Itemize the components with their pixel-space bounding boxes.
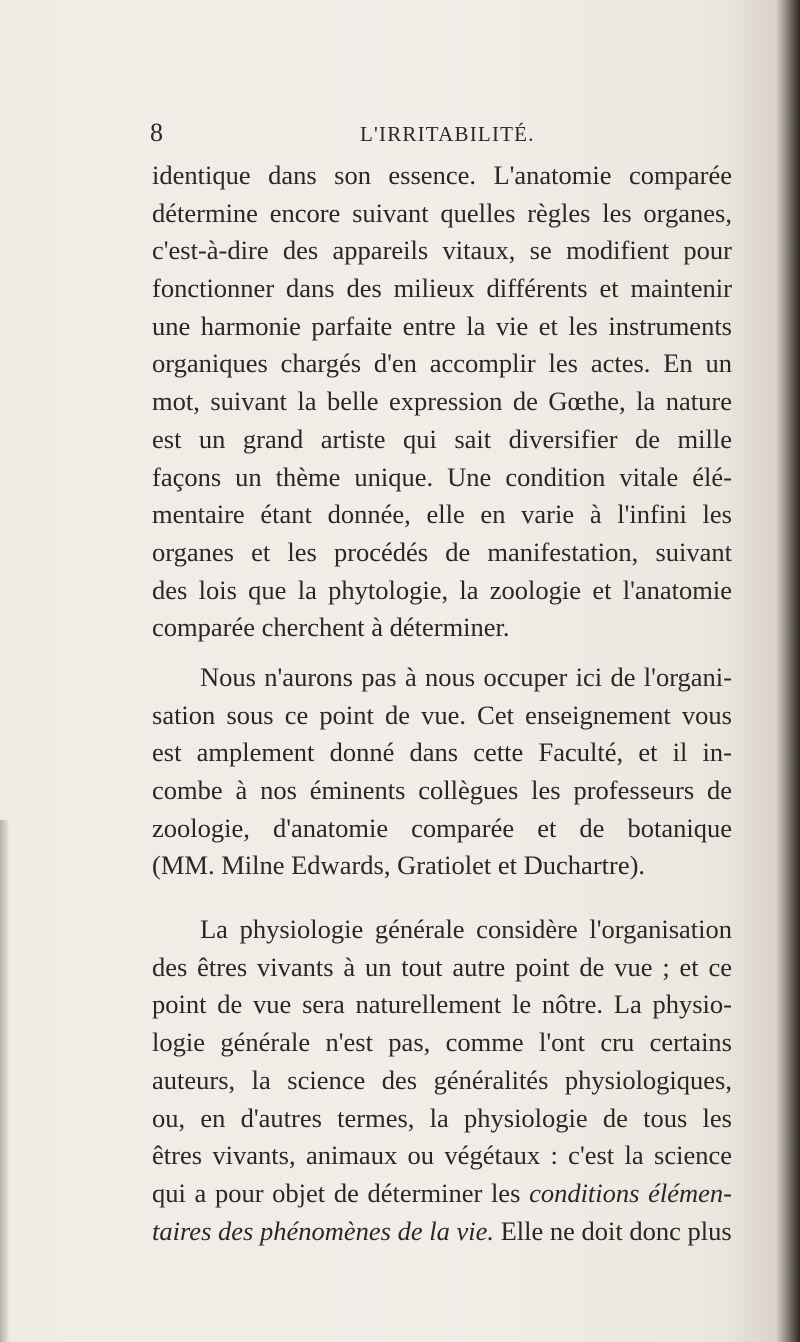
text-line-mixed	[152, 1175, 732, 1213]
italic-text: taires des phénomènes de la vie.	[152, 1215, 494, 1246]
text-line: façons un thème unique. Une condition vitale élé-	[152, 461, 732, 492]
text-line: mentaire étant donnée, elle en varie à l'infini les	[152, 499, 732, 530]
text-line: combe à nos éminents collègues les professeurs de	[152, 775, 732, 805]
page-number: 8	[150, 118, 163, 147]
text-line: La physiologie générale considère l'organisation	[200, 914, 732, 945]
text-line: est amplement donné dans cette Faculté, et il in-	[152, 737, 732, 768]
text-line: logie générale n'est pas, comme l'ont cru certains	[152, 1027, 732, 1058]
text-line: (MM. Milne Edwards, Gratiolet et Duchartre).	[152, 850, 646, 881]
page-header	[0, 118, 800, 148]
text-line: sation sous ce point de vue. Cet enseignement vous	[152, 699, 732, 730]
page-edge-shadow	[0, 820, 10, 1342]
paragraph-2	[152, 659, 732, 885]
text-line: comparée cherchent à déterminer.	[152, 612, 510, 643]
text-line: fonctionner dans des milieux différents et maintenir	[152, 273, 732, 304]
paragraph-spacer	[152, 885, 732, 911]
text-line-mixed	[152, 1213, 732, 1251]
body-text	[152, 157, 732, 1250]
text-line: c'est-à-dire des appareils vitaux, se modifient pour	[152, 235, 732, 266]
text-line: identique dans son essence. L'anatomie comparée	[152, 160, 732, 190]
paragraph-1	[152, 157, 732, 647]
text-line: ou, en d'autres termes, la physiologie de tous les	[152, 1102, 732, 1133]
text-line: zoologie, d'anatomie comparée et de botanique	[152, 812, 732, 843]
text-line: détermine encore suivant quelles règles les organes,	[152, 197, 732, 228]
text-line: des êtres vivants à un tout autre point de vue ; et ce	[152, 951, 732, 982]
text-line: est un grand artiste qui sait diversifier de mille	[152, 423, 732, 454]
italic-text: conditions élémen-	[529, 1177, 732, 1208]
text-line: des lois que la phytologie, la zoologie et l'anatomie	[152, 574, 732, 605]
text-line: Nous n'aurons pas à nous occuper ici de l'organi-	[200, 661, 732, 692]
running-title: L'IRRITABILITÉ.	[360, 122, 535, 146]
text-segment: Elle ne doit donc plus	[500, 1215, 732, 1246]
text-line: êtres vivants, animaux ou végétaux : c'est la science	[152, 1140, 732, 1171]
text-line: organiques chargés d'en accomplir les actes. En un	[152, 348, 732, 379]
text-line: auteurs, la science des généralités physiologiques,	[152, 1064, 732, 1095]
text-line: une harmonie parfaite entre la vie et les instruments	[152, 310, 732, 341]
text-line: point de vue sera naturellement le nôtre. La physio-	[152, 989, 732, 1020]
text-line: mot, suivant la belle expression de Gœthe, la nature	[152, 386, 732, 417]
paragraph-spacer	[152, 647, 732, 659]
paragraph-3	[152, 911, 732, 1250]
text-line: organes et les procédés de manifestation, suivant	[152, 536, 732, 567]
text-segment: qui a pour objet de déterminer les	[152, 1177, 521, 1208]
